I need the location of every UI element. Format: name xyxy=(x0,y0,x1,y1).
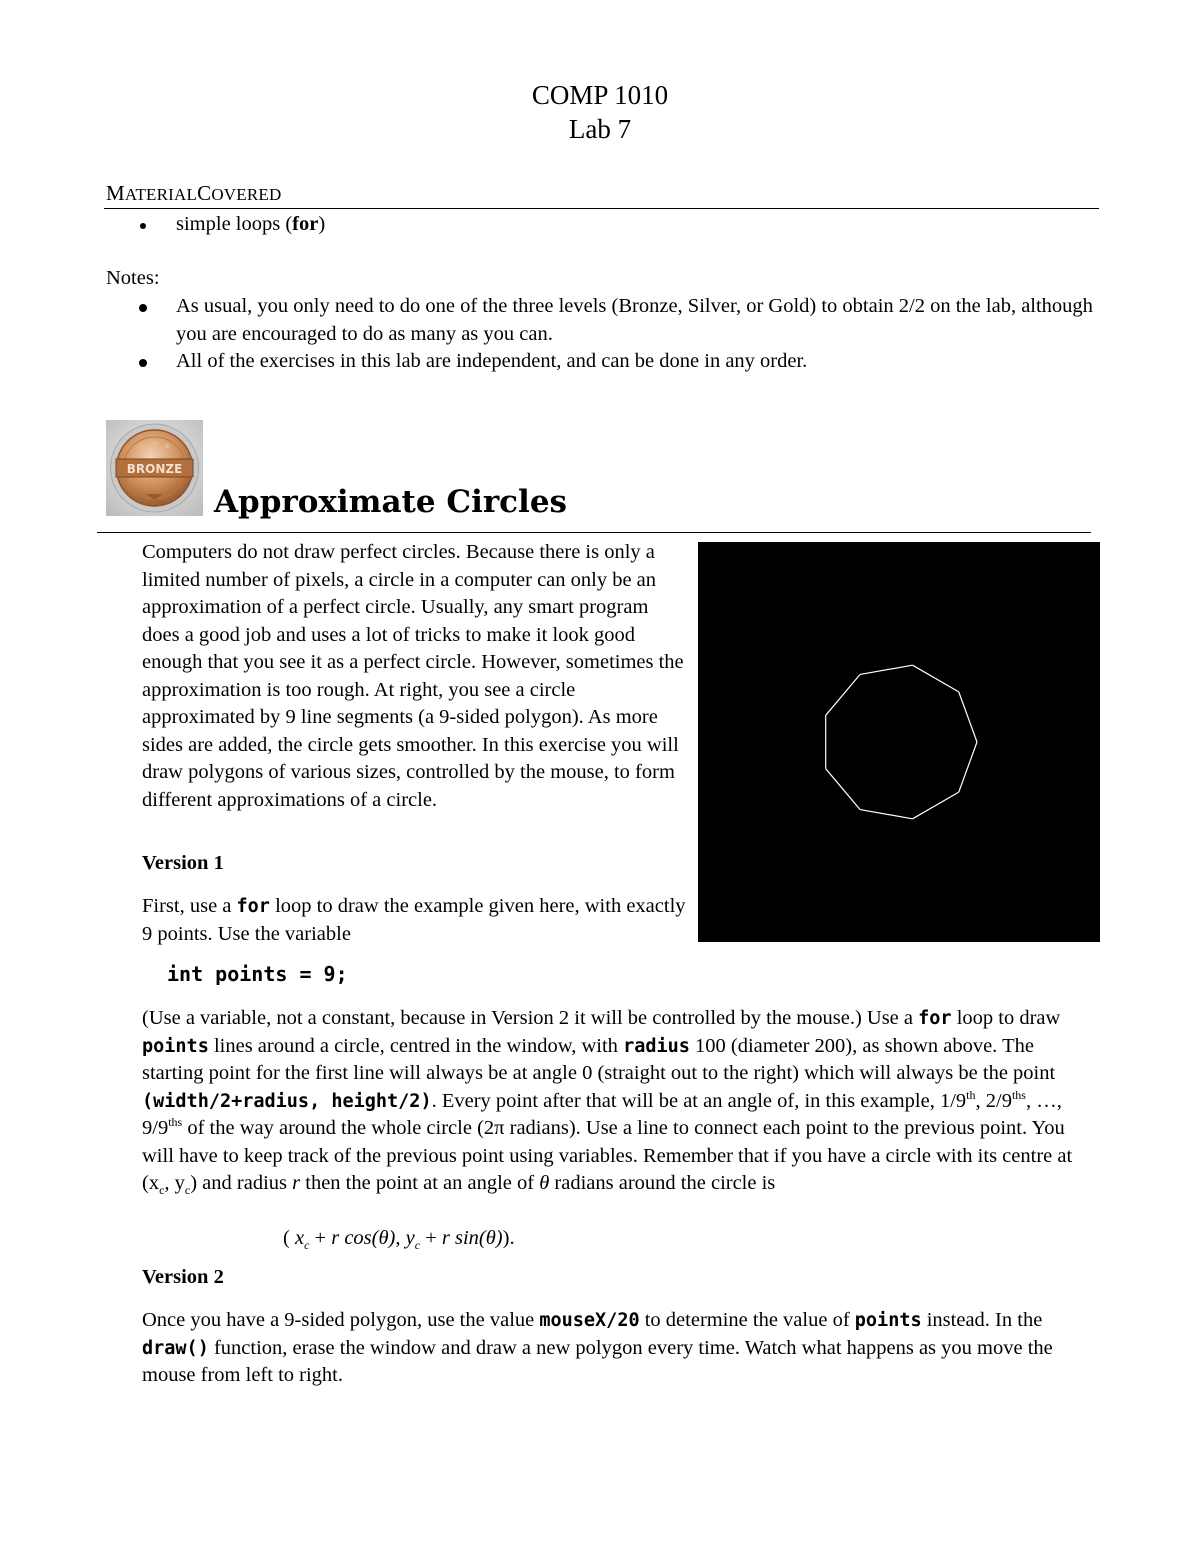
svg-text:BRONZE: BRONZE xyxy=(126,462,183,476)
intro-paragraph: Computers do not draw perfect circles. Because there is only a limited number of pixels, a circle in a computer can only be an approximation of a perfect circle. Usually, any smart program does a good job and uses a lot of tricks to make it look good enough that you see it as a perfect circle. However, sometimes the approximation is too rough. At right, you see a circle approximated by 9 line segments (a 9-sided polygon). As more sides are added, the circle gets smoother. In this exercise you will draw polygons of various sizes, controlled by the mouse, to form different approximations of a circle. xyxy=(142,541,684,811)
list-item: All of the exercises in this lab are independent, and can be done in any order. xyxy=(106,348,1096,376)
polygon-edge xyxy=(913,665,959,692)
polygon-edge xyxy=(826,674,860,715)
section-rule xyxy=(97,532,1091,533)
section-title: Approximate Circles xyxy=(214,484,568,520)
polygon-figure xyxy=(698,542,1100,942)
bronze-badge-icon xyxy=(106,420,203,516)
version1-body: (Use a variable, not a constant, because in Version 2 it will be controlled by the mouse.) Use a for loop to draw points lines around a circle, centred in the window, with radius 100 (diameter 200), as shown above. The starting point for the first line will always be at angle 0 (straight out to the right) which will always be the point (width/2+radius, height/2). Every point after that will be at an angle of, in this example, 1/9th, $2/9^{ths}$, …, $9/9^{ths}$ of the way around the whole circle (2π radians). Use a line to connect each point to the previous point. You will have to keep track of the previous point using variables. Remember that if you have a circle with its centre at ($x_c$, $y_c$) and radius r then the point at an angle of θ radians around the circle is xyxy=(142,1007,1073,1198)
formula: ( $x_c + r$ cos(θ), $y_c + r$ sin(θ)). xyxy=(283,1227,515,1253)
material-covered-heading: MATERIALCOVERED xyxy=(106,181,282,205)
heading-rule xyxy=(104,208,1099,209)
notes-label: Notes: xyxy=(106,267,160,289)
bullet-icon xyxy=(140,223,146,229)
course-title: COMP 1010 xyxy=(531,80,669,110)
lab-title: Lab 7 xyxy=(568,114,632,144)
polygon-edge xyxy=(959,692,977,742)
bullet-icon xyxy=(139,359,147,367)
material-list xyxy=(106,211,1096,239)
list-item: As usual, you only need to do one of the three levels (Bronze, Silver, or Gold) to obtain 2/2 on the lab, although you are encouraged to do as many as you can. xyxy=(106,293,1096,348)
polygon-edge xyxy=(860,665,913,674)
version2-title: Version 2 xyxy=(142,1266,224,1288)
list-item: simple loops (for) xyxy=(106,211,1096,239)
notes-list xyxy=(106,293,1096,376)
polygon-canvas xyxy=(698,542,1100,942)
version1-intro: First, use a for loop to draw the example given here, with exactly 9 points. Use the variable xyxy=(142,895,686,945)
code-line: int points = 9; xyxy=(167,962,348,986)
polygon-edge xyxy=(826,769,860,810)
polygon-edge xyxy=(913,792,959,819)
version2-body: Once you have a 9-sided polygon, use the value mouseX/20 to determine the value of points instead. In the draw() function, erase the window and draw a new polygon every time. Watch what happens as you move the mouse from left to right. xyxy=(142,1309,1053,1386)
bullet-icon xyxy=(139,304,147,312)
version1-title: Version 1 xyxy=(142,852,224,874)
polygon-edge xyxy=(959,742,977,792)
polygon-edge xyxy=(860,810,913,819)
